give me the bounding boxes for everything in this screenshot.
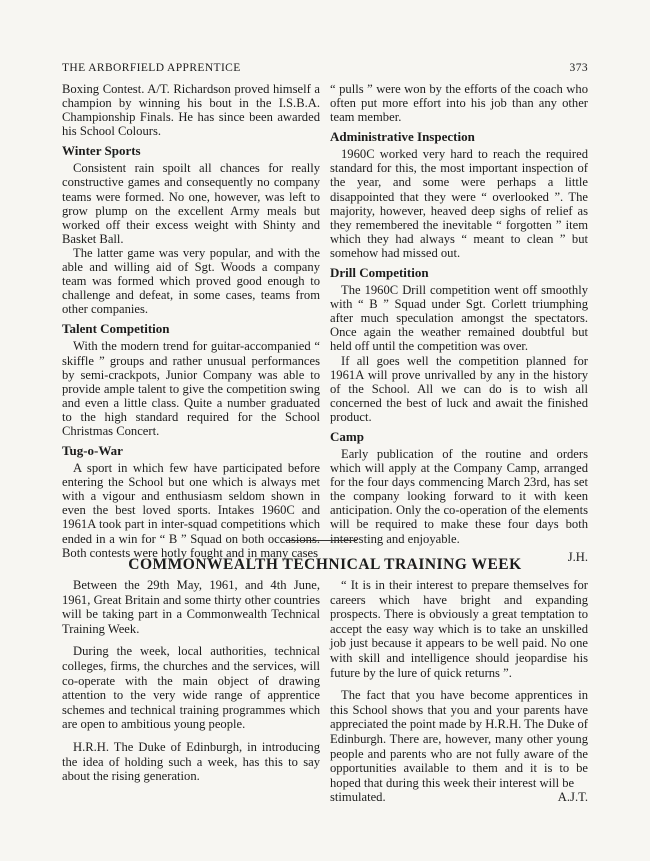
continued-paragraph: Boxing Contest. A/T. Richardson proved himself a champion by winning his bout in the I.S.B.A. Championship Finals. He has since been awarded his School Colours. xyxy=(62,82,320,139)
article-right-column xyxy=(330,578,588,805)
paragraph: If all goes well the competition planned for 1961A will prove unrivalled by any in the history of the School. All we can do is to wish all concerned the best of luck and await the finished product. xyxy=(330,353,588,424)
continued-paragraph: “ pulls ” were won by the efforts of the coach who often put more effort into his job than any other team member. xyxy=(330,82,588,125)
right-column xyxy=(330,82,588,564)
running-header xyxy=(62,62,588,74)
left-column xyxy=(62,82,320,560)
paragraph: With the modern trend for guitar-accompanied “ skiffle ” groups and rather unusual performances by semi-crackpots, Junior Company was able to provide ample talent to give the competition swing and even a little class. Quite a number graduated to the high standard required for the School Christmas Concert. xyxy=(62,339,320,438)
running-title: THE ARBORFIELD APPRENTICE xyxy=(62,62,241,74)
page-number: 373 xyxy=(569,62,588,74)
paragraph: Consistent rain spoilt all chances for really constructive games and consequently no company teams were formed. No one, however, was left to grow plump on the excellent Army meals but worked off their excess weight with Shinty and Basket Ball. xyxy=(62,161,320,246)
closing-line xyxy=(330,790,588,805)
heading-talent-competition: Talent Competition xyxy=(62,321,170,337)
paragraph: The latter game was very popular, and with the able and willing aid of Sgt. Woods a company team was formed which proved good enough to challenge and defeat, in some cases, teams from other companies. xyxy=(62,245,320,317)
section-divider xyxy=(285,540,357,541)
heading-drill-competition: Drill Competition xyxy=(330,265,429,281)
paragraph: A sport in which few have participated before entering the School but one which is always met with a vigour and enthusiasm seldom shown in even the best loved sports. Intakes 1960C and 1961A took part in inter-squad competitions which ended in a win for “ B ” Squad on both occasions. Both contests were hotly fought and in many cases xyxy=(62,461,320,560)
heading-camp: Camp xyxy=(330,428,364,444)
paragraph: The 1960C Drill competition went off smoothly with “ B ” Squad under Sgt. Corlett triumphing after much speculation amongst the spectators. Once again the weather remained doubtful but held off until the competition was over. xyxy=(330,283,588,354)
paragraph: Early publication of the routine and orders which will apply at the Company Camp, arranged for the four days commencing March 23rd, has set the company looking forward to it with keen anticipation. Only the co-operation of the elements will be required to make these four days both interesting and enjoyable. xyxy=(330,446,588,546)
paragraph: During the week, local authorities, technical colleges, firms, the churches and the services, will co-operate with the main object of drawing attention to the very wide range of apprentice schemes and technical training programmes which are open to ambitious young people. xyxy=(62,644,320,732)
article-left-column xyxy=(62,578,320,792)
paragraph: 1960C worked very hard to reach the required standard for this, the most important inspection of the year, and some were perhaps a little disappointed that they were “ overlooked ”. The majority, however, heaved deep sighs of relief as they remembered the inevitable “ forgotten ” item which they had always “ meant to clean ” but somehow had missed out. xyxy=(330,147,588,260)
paragraph: H.R.H. The Duke of Edinburgh, in introducing the idea of holding such a week, has this to say about the rising generation. xyxy=(62,739,320,784)
author-initials: A.J.T. xyxy=(557,790,588,805)
paragraph: The fact that you have become apprentices in this School shows that you and your parents have appreciated the point made by H.R.H. The Duke of Edinburgh. There are, however, many other young people and parents who are not fully aware of the opportunities available to them and it is to be hoped that during this week their interest will be xyxy=(330,688,588,790)
heading-tug-o-war: Tug-o-War xyxy=(62,443,123,459)
closing-word: stimulated. xyxy=(330,790,386,805)
heading-administrative-inspection: Administrative Inspection xyxy=(330,129,475,145)
quotation-paragraph: “ It is in their interest to prepare themselves for careers which have bright and expanding prospects. There is obviously a great temptation to accept the easy way which is to take an unskilled job just because it appears to be well paid. No one with skill and intelligence should jeopardise his future by the lure of quick returns ”. xyxy=(330,578,588,680)
paragraph: Between the 29th May, 1961, and 4th June, 1961, Great Britain and some thirty other countries will be taking part in a Commonwealth Technical Training Week. xyxy=(62,578,320,636)
author-initials: J.H. xyxy=(567,549,588,564)
article-title: COMMONWEALTH TECHNICAL TRAINING WEEK xyxy=(128,556,522,573)
heading-winter-sports: Winter Sports xyxy=(62,143,141,159)
